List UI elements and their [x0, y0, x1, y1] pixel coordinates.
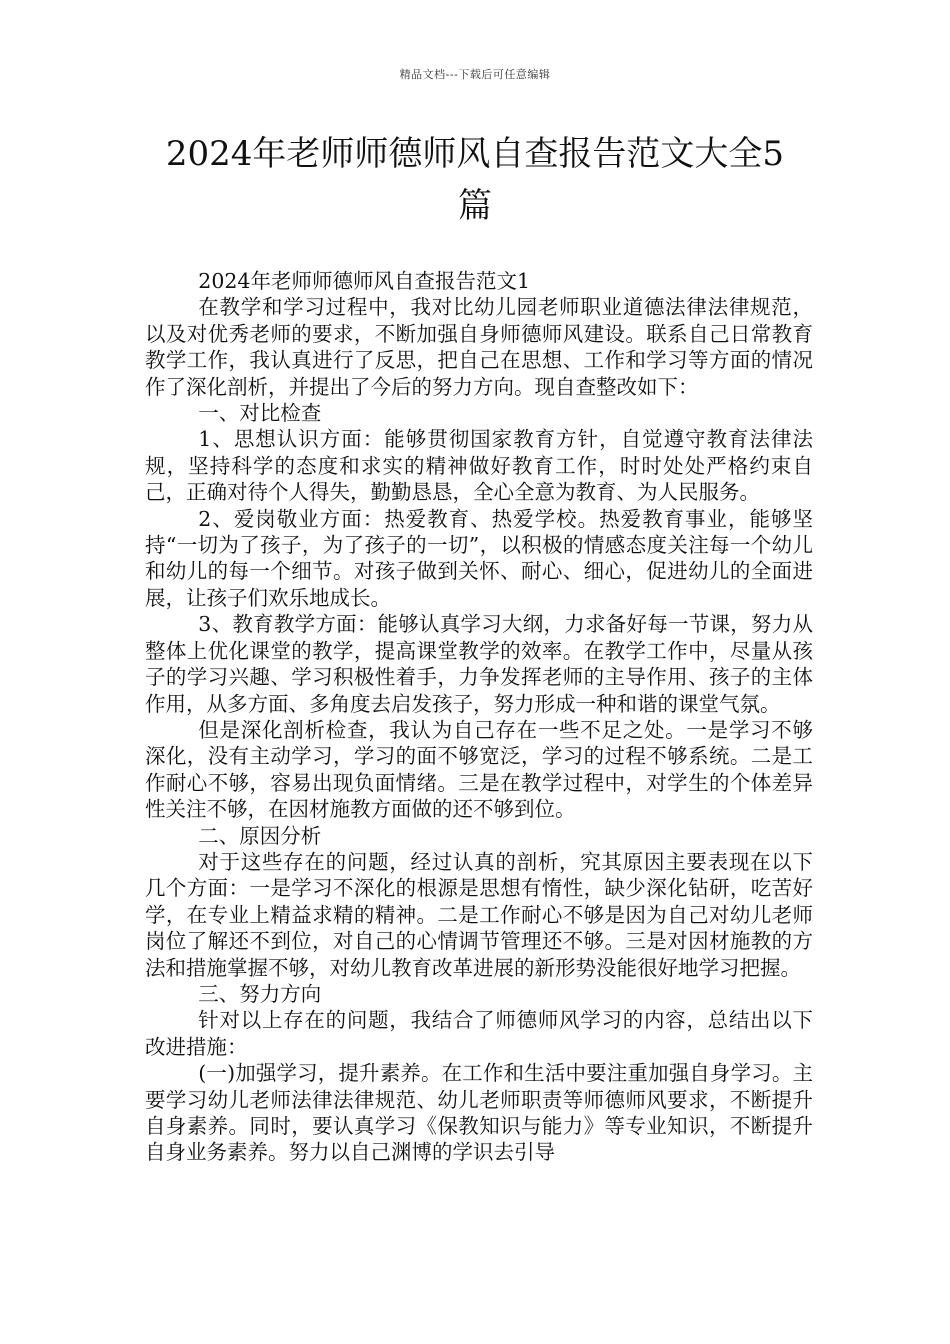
document-body [145, 268, 813, 1166]
section-heading: 一、对比检查 [198, 401, 322, 426]
paragraph: 3、教育教学方面：能够认真学习大纲，力求备好每一节课，努力从整体上优化课堂的教学，提高课堂教学的效率。在教学工作中，尽量从孩子的学习兴趣、学习积极性着手，力争发挥老师的主导作用、孩子的主体作用，从多方面、多角度去启发孩子，努力形成一种和谐的课堂气氛。 [145, 612, 813, 716]
paragraph: 针对以上存在的问题，我结合了师德师风学习的内容，总结出以下改进措施： [145, 1008, 813, 1059]
paragraph: 2、爱岗敬业方面：热爱教育、热爱学校。热爱教育事业，能够坚持“一切为了孩子，为了孩子的一切”，以积极的情感态度关注每一个幼儿和幼儿的每一个细节。对孩子做到关怀、耐心、细心，促进幼儿的全面进展，让孩子们欢乐地成长。 [145, 506, 813, 610]
paragraph: 但是深化剖析检查，我认为自己存在一些不足之处。一是学习不够深化，没有主动学习，学习的面不够宽泛，学习的过程不够系统。二是工作耐心不够，容易出现负面情绪。三是在教学过程中，对学生的个体差异性关注不够，在因材施教方面做的还不够到位。 [145, 717, 813, 822]
section-heading: 二、原因分析 [198, 823, 322, 848]
paragraph: 1、思想认识方面：能够贯彻国家教育方针，自觉遵守教育法律法规，坚持科学的态度和求实的精神做好教育工作，时时处处严格约束自己，正确对待个人得失，勤勤恳恳，全心全意为教育、为人民服务。 [145, 427, 813, 505]
section-heading: 三、努力方向 [198, 981, 322, 1006]
header-note: 精品文档---下载后可任意编辑 [399, 68, 551, 81]
section-subtitle: 2024年老师师德师风自查报告范文1 [198, 269, 531, 293]
paragraph: (一)加强学习，提升素养。在工作和生活中要注重加强自身学习。主要学习幼儿老师法律法律规范、幼儿老师职责等师德师风要求，不断提升自身素养。同时，要认真学习《保教知识与能力》等专业知识，不断提升自身业务素养。努力以自己渊博的学识去引导 [145, 1061, 813, 1165]
document-title: 2024年老师师德师风自查报告范文大全5篇 [165, 134, 785, 226]
paragraph: 对于这些存在的问题，经过认真的剖析，究其原因主要表现在以下几个方面：一是学习不深化的根源是思想有惰性，缺少深化钻研，吃苦好学，在专业上精益求精的精神。二是工作耐心不够是因为自己对幼儿老师岗位了解还不到位，对自己的心情调节管理还不够。三是对因材施教的方法和措施掌握不够，对幼儿教育改革进展的新形势没能很好地学习把握。 [145, 849, 813, 980]
paragraph: 在教学和学习过程中，我对比幼儿园老师职业道德法律法律规范，以及对优秀老师的要求，不断加强自身师德师风建设。联系自己日常教育教学工作，我认真进行了反思，把自己在思想、工作和学习等方面的情况作了深化剖析，并提出了今后的努力方向。现自查整改如下： [145, 295, 813, 399]
